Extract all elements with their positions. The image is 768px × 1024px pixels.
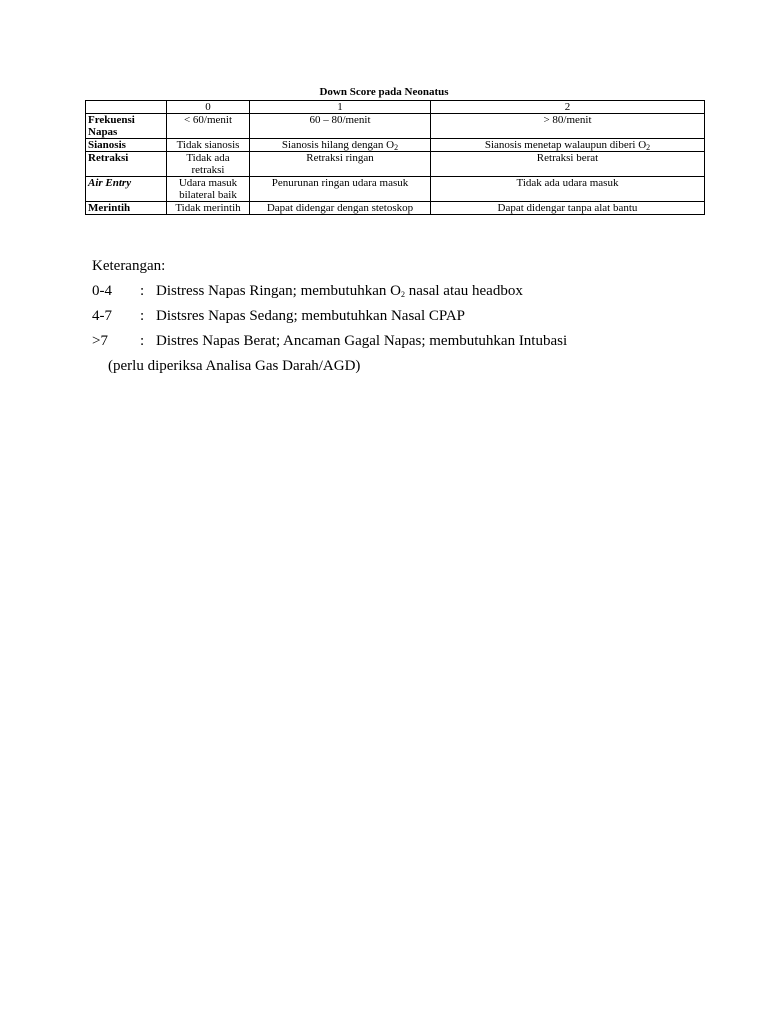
score-1-cell: Penurunan ringan udara masuk <box>250 177 431 202</box>
score-1-cell: Dapat didengar dengan stetoskop <box>250 202 431 215</box>
table-header-row <box>86 101 705 114</box>
colon-separator: : <box>140 283 145 299</box>
list-item <box>92 279 567 304</box>
notes-heading: Keterangan: <box>92 258 166 274</box>
score-range: 4-7 <box>92 308 112 324</box>
criterion-cell: Retraksi <box>86 152 167 177</box>
score-2-cell: Dapat didengar tanpa alat bantu <box>431 202 705 215</box>
criterion-cell: Frekuensi Napas <box>86 114 167 139</box>
score-1-cell <box>250 139 431 152</box>
score-2-cell <box>431 139 705 152</box>
header-cell-score-1: 1 <box>250 101 431 114</box>
document-title: Down Score pada Neonatus <box>319 86 449 98</box>
note-text <box>156 279 523 304</box>
score-2-cell: > 80/menit <box>431 114 705 139</box>
header-cell-empty <box>86 101 167 114</box>
score-0-cell: Tidak sianosis <box>167 139 250 152</box>
score-2-cell: Retraksi berat <box>431 152 705 177</box>
score-1-cell: Retraksi ringan <box>250 152 431 177</box>
score-range: >7 <box>92 333 108 349</box>
cell-text: Sianosis hilang dengan O <box>281 139 395 151</box>
table-row <box>86 139 705 152</box>
criterion-cell: Merintih <box>86 202 167 215</box>
score-0-cell: Tidak ada retraksi <box>167 152 250 177</box>
subscript: 2 <box>394 143 399 152</box>
notes-section <box>92 254 567 379</box>
score-0-cell: Udara masuk bilateral baik <box>167 177 250 202</box>
criterion-cell: Air Entry <box>86 177 167 202</box>
subscript: 2 <box>400 290 405 299</box>
score-0-cell: < 60/menit <box>167 114 250 139</box>
list-item <box>92 329 567 354</box>
table-row <box>86 114 705 139</box>
table-row <box>86 177 705 202</box>
note-text: Distres Napas Berat; Ancaman Gagal Napas; membutuhkan Intubasi <box>156 333 568 349</box>
table-row <box>86 202 705 215</box>
colon-separator: : <box>140 308 145 324</box>
criterion-cell: Sianosis <box>86 139 167 152</box>
header-cell-score-0: 0 <box>167 101 250 114</box>
cell-text: Sianosis menetap walaupun diberi O <box>484 139 647 151</box>
score-0-cell: Tidak merintih <box>167 202 250 215</box>
footnote: (perlu diperiksa Analisa Gas Darah/AGD) <box>108 358 361 374</box>
list-item <box>92 304 567 329</box>
down-score-table <box>85 100 705 215</box>
score-1-cell: 60 – 80/menit <box>250 114 431 139</box>
colon-separator: : <box>140 333 145 349</box>
subscript: 2 <box>646 143 651 152</box>
note-text: Distsres Napas Sedang; membutuhkan Nasal CPAP <box>156 308 466 324</box>
header-cell-score-2: 2 <box>431 101 705 114</box>
note-text-part: Distress Napas Ringan; membutuhkan O <box>156 283 401 299</box>
score-2-cell: Tidak ada udara masuk <box>431 177 705 202</box>
score-range: 0-4 <box>92 283 112 299</box>
note-text-part: nasal atau headbox <box>404 283 523 299</box>
table-row <box>86 152 705 177</box>
